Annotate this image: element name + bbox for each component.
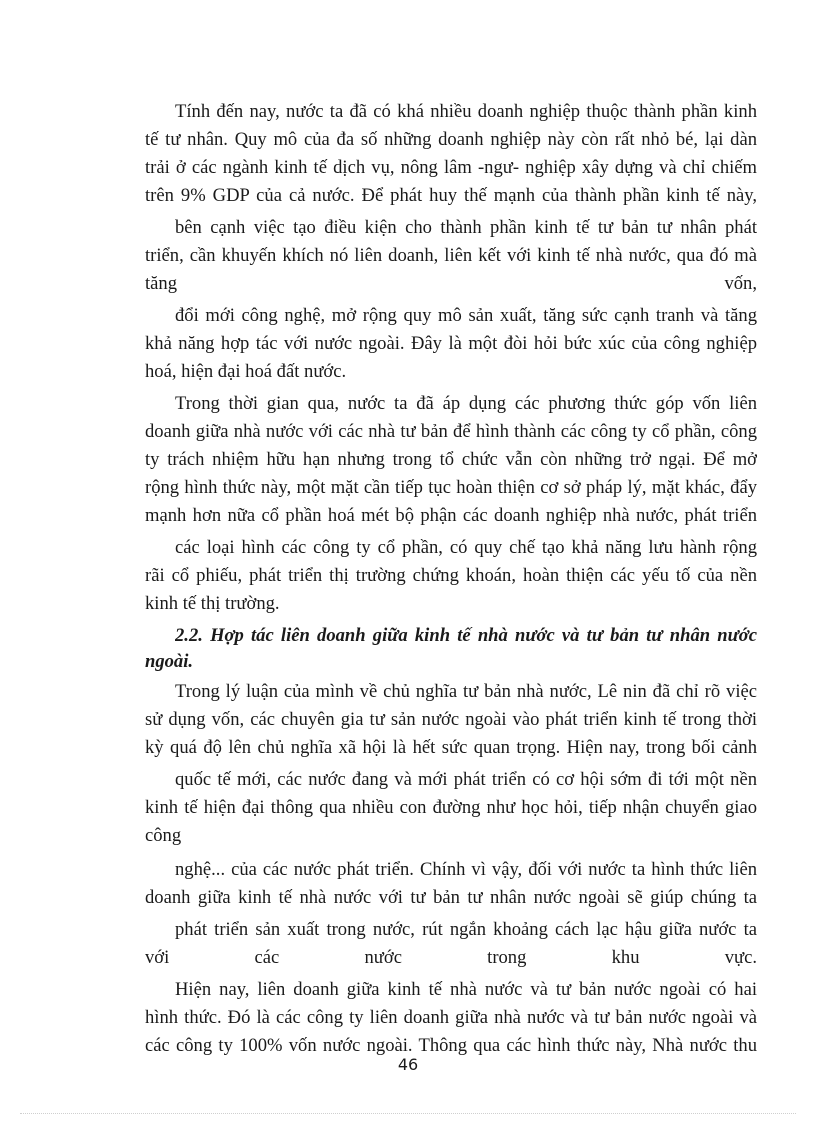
text-line: kinh tế thị trường. [145,593,280,614]
text-line: đổi mới công nghệ, mở rộng quy mô sản xuất, tăng sức cạnh tranh và tăng [175,305,757,326]
page-number: 46 [397,1055,419,1074]
text-line: khả năng hợp tác với nước ngoài. Đây là một đòi hỏi bức xúc của công nghiệp [145,333,757,354]
text-line: ty trách nhiệm hữu hạn nhưng trong tổ chức vẫn còn những trở ngại. Để mở [145,449,757,470]
text-line: các loại hình các công ty cổ phần, có quy chế tạo khả năng lưu hành rộng [175,537,757,558]
text-word: tăng vốn, [145,273,757,294]
text-line: doanh giữa nhà nước với các nhà tư bản để hình thành các công ty cổ phần, công [145,421,757,442]
text-line [145,272,757,296]
text-line: trên 9% GDP của cả nước. Để phát huy thế mạnh của thành phần kinh tế này, [145,185,757,206]
text-line: với các nước trong khu vực. [145,947,757,968]
text-line: rộng hình thức này, một mặt cần tiếp tục hoàn thiện cơ sở pháp lý, mặt khác, đẩy [145,477,757,498]
text-line: trải ở các ngành kinh tế dịch vụ, nông lâm -ngư- nghiệp xây dựng và chỉ chiếm [145,157,757,178]
text-line: các công ty 100% vốn nước ngoài. Thông qua các hình thức này, Nhà nước thu [145,1035,757,1056]
text-line: hình thức. Đó là các công ty liên doanh giữa nhà nước và tư bản nước ngoài và [145,1007,757,1028]
text-line: phát triển sản xuất trong nước, rút ngắn khoảng cách lạc hậu giữa nước ta [175,919,757,940]
text-line: công [145,825,182,846]
text-line: nghệ... của các nước phát triển. Chính vì vậy, đối với nước ta hình thức liên [175,859,757,880]
text-line: sử dụng vốn, các chuyên gia tư sản nước ngoài vào phát triển kinh tế trong thời [145,709,757,730]
text-line: doanh giữa kinh tế nhà nước với tư bản tư nhân nước ngoài sẽ giúp chúng ta [145,887,757,908]
text-line: Tính đến nay, nước ta đã có khá nhiều doanh nghiệp thuộc thành phần kinh [175,101,757,122]
text-line: kinh tế hiện đại thông qua nhiều con đường như học hỏi, tiếp nhận chuyển giao [145,797,757,818]
section-heading-cont: ngoài. [145,651,194,672]
text-line: triển, cần khuyến khích nó liên doanh, liên kết với kinh tế nhà nước, qua đó mà [145,245,757,266]
text-line: quốc tế mới, các nước đang và mới phát triển có cơ hội sớm đi tới một nền [175,769,757,790]
text-line: Trong lý luận của mình về chủ nghĩa tư bản nhà nước, Lê nin đã chỉ rõ việc [175,681,757,702]
section-heading: 2.2. Hợp tác liên doanh giữa kinh tế nhà nước và tư bản tư nhân nước [175,625,757,646]
text-line: hoá, hiện đại hoá đất nước. [145,361,347,382]
text-line: Hiện nay, liên doanh giữa kinh tế nhà nước và tư bản nước ngoài có hai [175,979,757,1000]
text-line: Trong thời gian qua, nước ta đã áp dụng các phương thức góp vốn liên [175,393,757,414]
text-line: tế tư nhân. Quy mô của đa số những doanh nghiệp này còn rất nhỏ bé, lại dàn [145,129,757,150]
footer-divider [20,1113,796,1114]
text-line: kỳ quá độ lên chủ nghĩa xã hội là hết sức quan trọng. Hiện nay, trong bối cảnh [145,737,757,758]
text-line: bên cạnh việc tạo điều kiện cho thành phần kinh tế tư bản tư nhân phát [175,217,757,238]
text-line: rãi cổ phiếu, phát triển thị trường chứng khoán, hoàn thiện các yếu tố của nền [145,565,757,586]
text-line: mạnh hơn nữa cổ phần hoá mét bộ phận các doanh nghiệp nhà nước, phát triển [145,505,757,526]
